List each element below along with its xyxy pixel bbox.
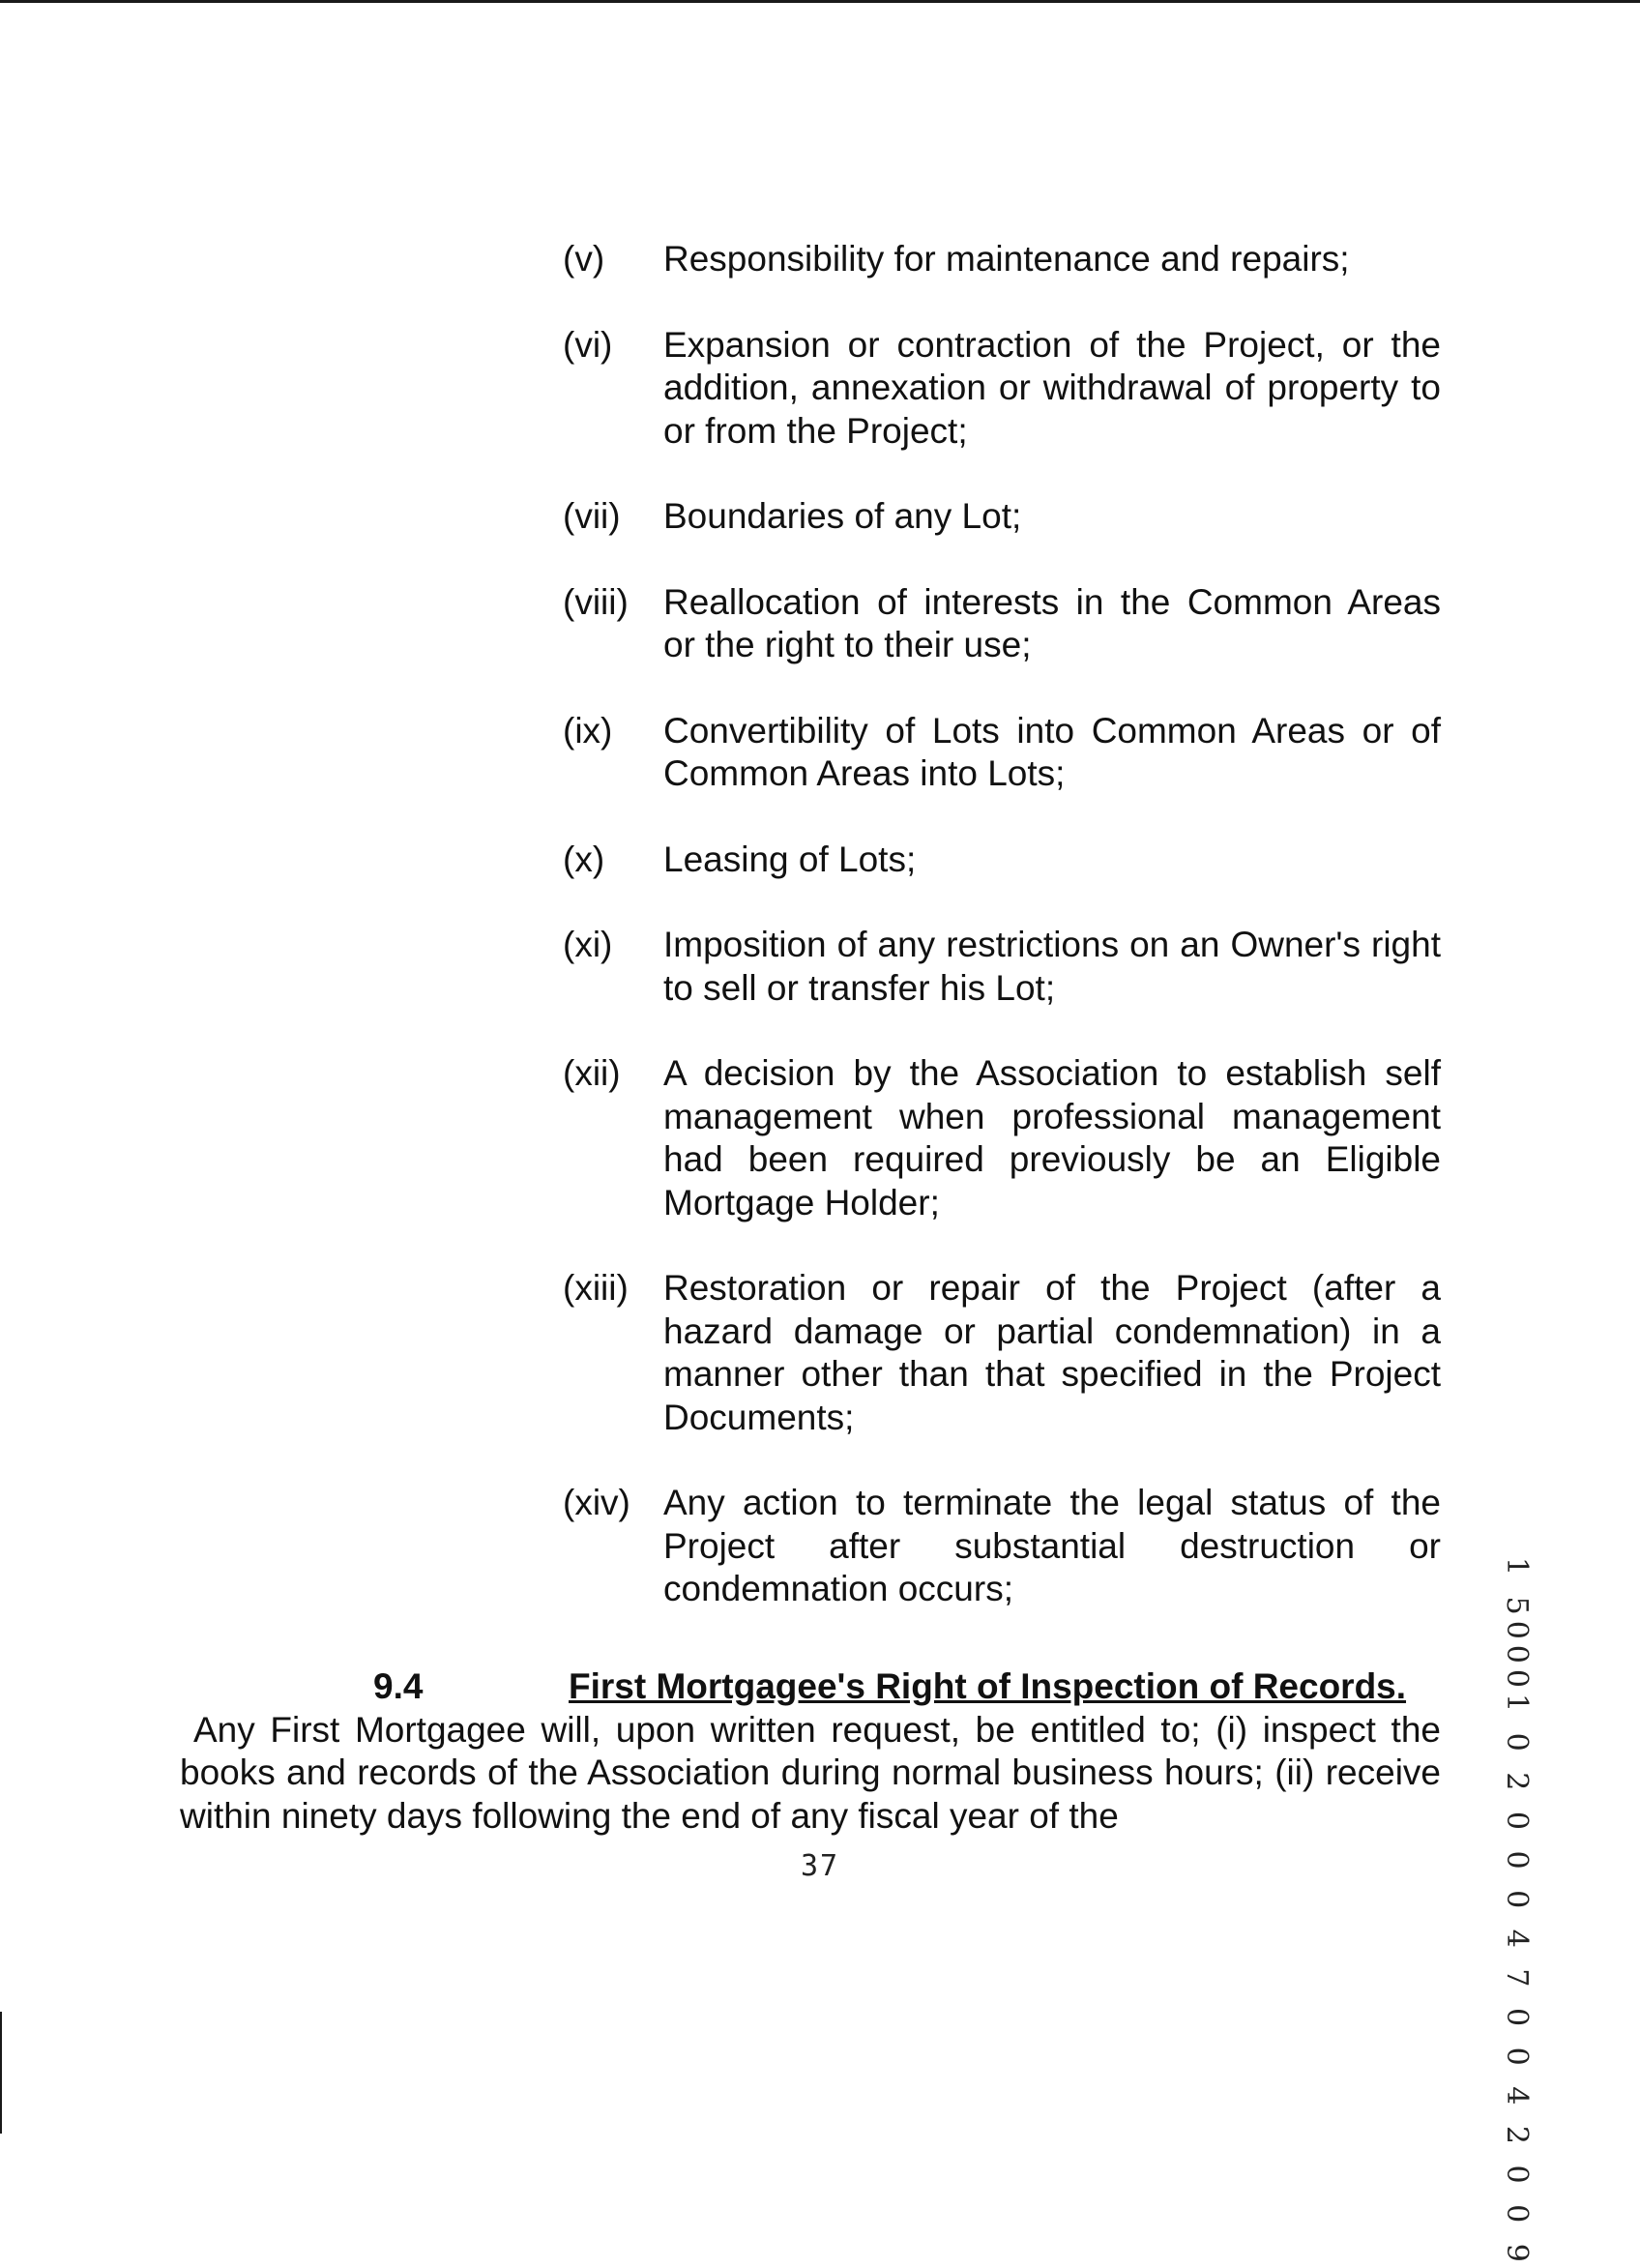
- list-item: [563, 1052, 1441, 1224]
- list-item-number: (vii): [563, 496, 621, 536]
- section-number: 9.4: [373, 1666, 424, 1706]
- list-item-number: (xiii): [563, 1268, 629, 1308]
- list-item-text: Expansion or contraction of the Project, or the addition, annexation or withdrawal of property to or from the Project;: [663, 324, 1441, 451]
- lettered-list: [563, 238, 1441, 1654]
- list-item-text: A decision by the Association to establish self management when professional management had been required previously be an Eligible Mortgage Holder;: [663, 1053, 1441, 1222]
- list-item-number: (xiv): [563, 1483, 630, 1522]
- list-item-text: Responsibility for maintenance and repairs;: [663, 239, 1350, 279]
- list-item-number: (vi): [563, 324, 613, 365]
- list-item: [563, 581, 1441, 667]
- list-item-text: Any action to terminate the legal status of the Project after substantial destruction or condemnation occurs;: [663, 1483, 1441, 1608]
- list-item-text: Restoration or repair of the Project (after a hazard damage or partial condemnation) in a manner other than that specified in the Project Documents;: [663, 1268, 1441, 1437]
- list-item-number: (xii): [563, 1053, 621, 1093]
- section-heading: [180, 1665, 1441, 1709]
- list-item: [563, 839, 1441, 882]
- list-item-text: Boundaries of any Lot;: [663, 496, 1022, 536]
- list-item: [563, 1482, 1441, 1611]
- list-item: [563, 710, 1441, 796]
- scan-edge-top: [0, 0, 1640, 3]
- list-item: [563, 324, 1441, 454]
- list-item-number: (xi): [563, 925, 613, 964]
- list-item: [563, 495, 1441, 539]
- page-number: 37: [800, 1849, 840, 1883]
- list-item-text: Imposition of any restrictions on an Owner's right to sell or transfer his Lot;: [663, 925, 1441, 1008]
- side-stamp: 1 50001 0 2 0 0 0 4 7 0 0 4 2 0 0 9: [1500, 1557, 1534, 2268]
- section-9-4: [180, 1665, 1441, 1838]
- list-item-number: (v): [563, 239, 605, 279]
- list-item-number: (viii): [563, 581, 629, 622]
- scan-edge-left: [0, 2012, 2, 2134]
- list-item: [563, 924, 1441, 1010]
- list-item-text: Reallocation of interests in the Common Areas or the right to their use;: [663, 581, 1441, 664]
- list-item-text: Convertibility of Lots into Common Areas or of Common Areas into Lots;: [663, 710, 1441, 793]
- section-body: Any First Mortgagee will, upon written request, be entitled to; (i) inspect the books and records of the Association during normal business hours; (ii) receive within ninety days following the end of any fiscal year of the: [180, 1709, 1441, 1836]
- list-item-number: (ix): [563, 710, 613, 751]
- list-item-number: (x): [563, 839, 605, 879]
- section-title: First Mortgagee's Right of Inspection of Records.: [569, 1666, 1407, 1706]
- list-item: [563, 1267, 1441, 1439]
- list-item: [563, 238, 1441, 281]
- list-item-text: Leasing of Lots;: [663, 839, 917, 879]
